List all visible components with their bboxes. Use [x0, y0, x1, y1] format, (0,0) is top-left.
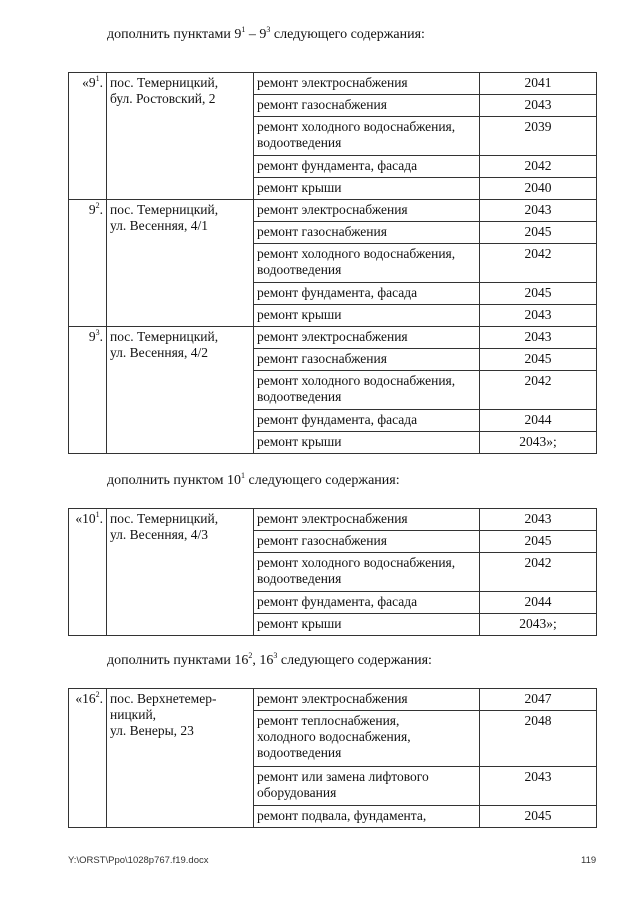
year-cell: 2044	[480, 410, 597, 432]
year-cell: 2043»;	[480, 432, 597, 454]
year-cell: 2045	[480, 806, 597, 828]
year-cell: 2045	[480, 222, 597, 244]
work-type-line: ремонт электроснабжения	[257, 691, 408, 706]
item-number: $9^2$.	[69, 200, 107, 327]
year-cell: 2043»;	[480, 614, 597, 636]
work-type-line: ремонт или замена лифтового	[257, 769, 429, 784]
year-cell: 2042	[480, 156, 597, 178]
year-cell: 2043	[480, 509, 597, 531]
work-type-cell	[254, 73, 480, 95]
intro-paragraph-3: дополнить пунктами $16^2$, $16^3$ следующего содержания:	[107, 651, 432, 668]
address-line: ул. Весенняя, 4/1	[110, 218, 208, 233]
address-line: пос. Темерницкий,	[110, 75, 219, 90]
address-line: пос. Темерницкий,	[110, 202, 219, 217]
work-type-cell	[254, 531, 480, 553]
year-cell: 2043	[480, 95, 597, 117]
item-number: «$16^2$.	[69, 689, 107, 828]
year-cell: 2039	[480, 117, 597, 156]
work-type-cell	[254, 95, 480, 117]
intro-paragraph-1: дополнить пунктами $9^1 - 9^3$ следующего содержания:	[107, 25, 425, 42]
works-table-3	[68, 688, 597, 828]
work-type-line: водоотведения	[257, 745, 342, 760]
work-type-line: ремонт холодного водоснабжения,	[257, 119, 456, 134]
work-type-cell	[254, 432, 480, 454]
year-cell: 2042	[480, 244, 597, 283]
works-table-1	[68, 72, 597, 454]
year-cell: 2047	[480, 689, 597, 711]
work-type-cell	[254, 410, 480, 432]
work-type-line: ремонт холодного водоснабжения,	[257, 555, 456, 570]
address-line: пос. Темерницкий,	[110, 511, 219, 526]
year-cell: 2041	[480, 73, 597, 95]
year-cell: 2043	[480, 305, 597, 327]
year-cell: 2042	[480, 371, 597, 410]
work-type-cell	[254, 689, 480, 711]
work-type-line: ремонт подвала, фундамента,	[257, 808, 427, 823]
table-row	[69, 200, 597, 222]
work-type-line: водоотведения	[257, 389, 342, 404]
work-type-line: оборудования	[257, 785, 337, 800]
work-type-line: водоотведения	[257, 571, 342, 586]
work-type-cell	[254, 614, 480, 636]
work-type-line: ремонт крыши	[257, 180, 342, 195]
work-type-line: ремонт крыши	[257, 434, 342, 449]
table-row	[69, 689, 597, 711]
works-table-2	[68, 508, 597, 636]
work-type-line: ремонт электроснабжения	[257, 202, 408, 217]
address-cell	[107, 327, 254, 454]
address-line: ницкий,	[110, 707, 157, 722]
work-type-line: ремонт фундамента, фасада	[257, 285, 418, 300]
work-type-line: ремонт газоснабжения	[257, 97, 387, 112]
address-line: ул. Весенняя, 4/2	[110, 345, 208, 360]
address-cell	[107, 200, 254, 327]
work-type-line: ремонт газоснабжения	[257, 351, 387, 366]
year-cell: 2043	[480, 327, 597, 349]
work-type-line: ремонт фундамента, фасада	[257, 158, 418, 173]
work-type-line: водоотведения	[257, 262, 342, 277]
work-type-cell	[254, 156, 480, 178]
work-type-cell	[254, 327, 480, 349]
address-line: ул. Венеры, 23	[110, 723, 194, 738]
work-type-cell	[254, 244, 480, 283]
address-cell	[107, 509, 254, 636]
address-line: пос. Верхнетемер-	[110, 691, 217, 706]
work-type-line: ремонт холодного водоснабжения,	[257, 373, 456, 388]
work-type-cell	[254, 305, 480, 327]
table-row	[69, 327, 597, 349]
table-row	[69, 73, 597, 95]
work-type-cell	[254, 553, 480, 592]
work-type-cell	[254, 178, 480, 200]
work-type-cell	[254, 806, 480, 828]
work-type-cell	[254, 117, 480, 156]
work-type-cell	[254, 349, 480, 371]
work-type-line: ремонт электроснабжения	[257, 329, 408, 344]
table-row	[69, 509, 597, 531]
year-cell: 2044	[480, 592, 597, 614]
item-number: $9^3$.	[69, 327, 107, 454]
year-cell: 2040	[480, 178, 597, 200]
year-cell: 2043	[480, 200, 597, 222]
work-type-line: водоотведения	[257, 135, 342, 150]
item-number: «$10^1$.	[69, 509, 107, 636]
intro-paragraph-2: дополнить пунктом $10^1$ следующего содержания:	[107, 471, 400, 488]
page-number: 119	[581, 855, 597, 866]
address-line: пос. Темерницкий,	[110, 329, 219, 344]
work-type-cell	[254, 767, 480, 806]
work-type-cell	[254, 592, 480, 614]
year-cell: 2042	[480, 553, 597, 592]
work-type-cell	[254, 283, 480, 305]
work-type-line: ремонт электроснабжения	[257, 75, 408, 90]
year-cell: 2045	[480, 349, 597, 371]
work-type-line: ремонт фундамента, фасада	[257, 594, 418, 609]
work-type-line: ремонт холодного водоснабжения,	[257, 246, 456, 261]
year-cell: 2045	[480, 283, 597, 305]
work-type-line: ремонт фундамента, фасада	[257, 412, 418, 427]
work-type-cell	[254, 509, 480, 531]
year-cell: 2043	[480, 767, 597, 806]
work-type-line: ремонт теплоснабжения,	[257, 713, 400, 728]
address-cell	[107, 73, 254, 200]
year-cell: 2048	[480, 711, 597, 767]
address-line: ул. Весенняя, 4/3	[110, 527, 208, 542]
work-type-cell	[254, 371, 480, 410]
work-type-cell	[254, 711, 480, 767]
address-cell	[107, 689, 254, 828]
work-type-line: ремонт крыши	[257, 616, 342, 631]
work-type-cell	[254, 222, 480, 244]
footer-file-path: Y:\ORST\Ppo\1028p767.f19.docx	[68, 855, 209, 866]
work-type-line: ремонт газоснабжения	[257, 224, 387, 239]
work-type-line: ремонт крыши	[257, 307, 342, 322]
address-line: бул. Ростовский, 2	[110, 91, 216, 106]
item-number: «$9^1$.	[69, 73, 107, 200]
work-type-line: ремонт газоснабжения	[257, 533, 387, 548]
year-cell: 2045	[480, 531, 597, 553]
work-type-line: холодного водоснабжения,	[257, 729, 411, 744]
work-type-line: ремонт электроснабжения	[257, 511, 408, 526]
work-type-cell	[254, 200, 480, 222]
